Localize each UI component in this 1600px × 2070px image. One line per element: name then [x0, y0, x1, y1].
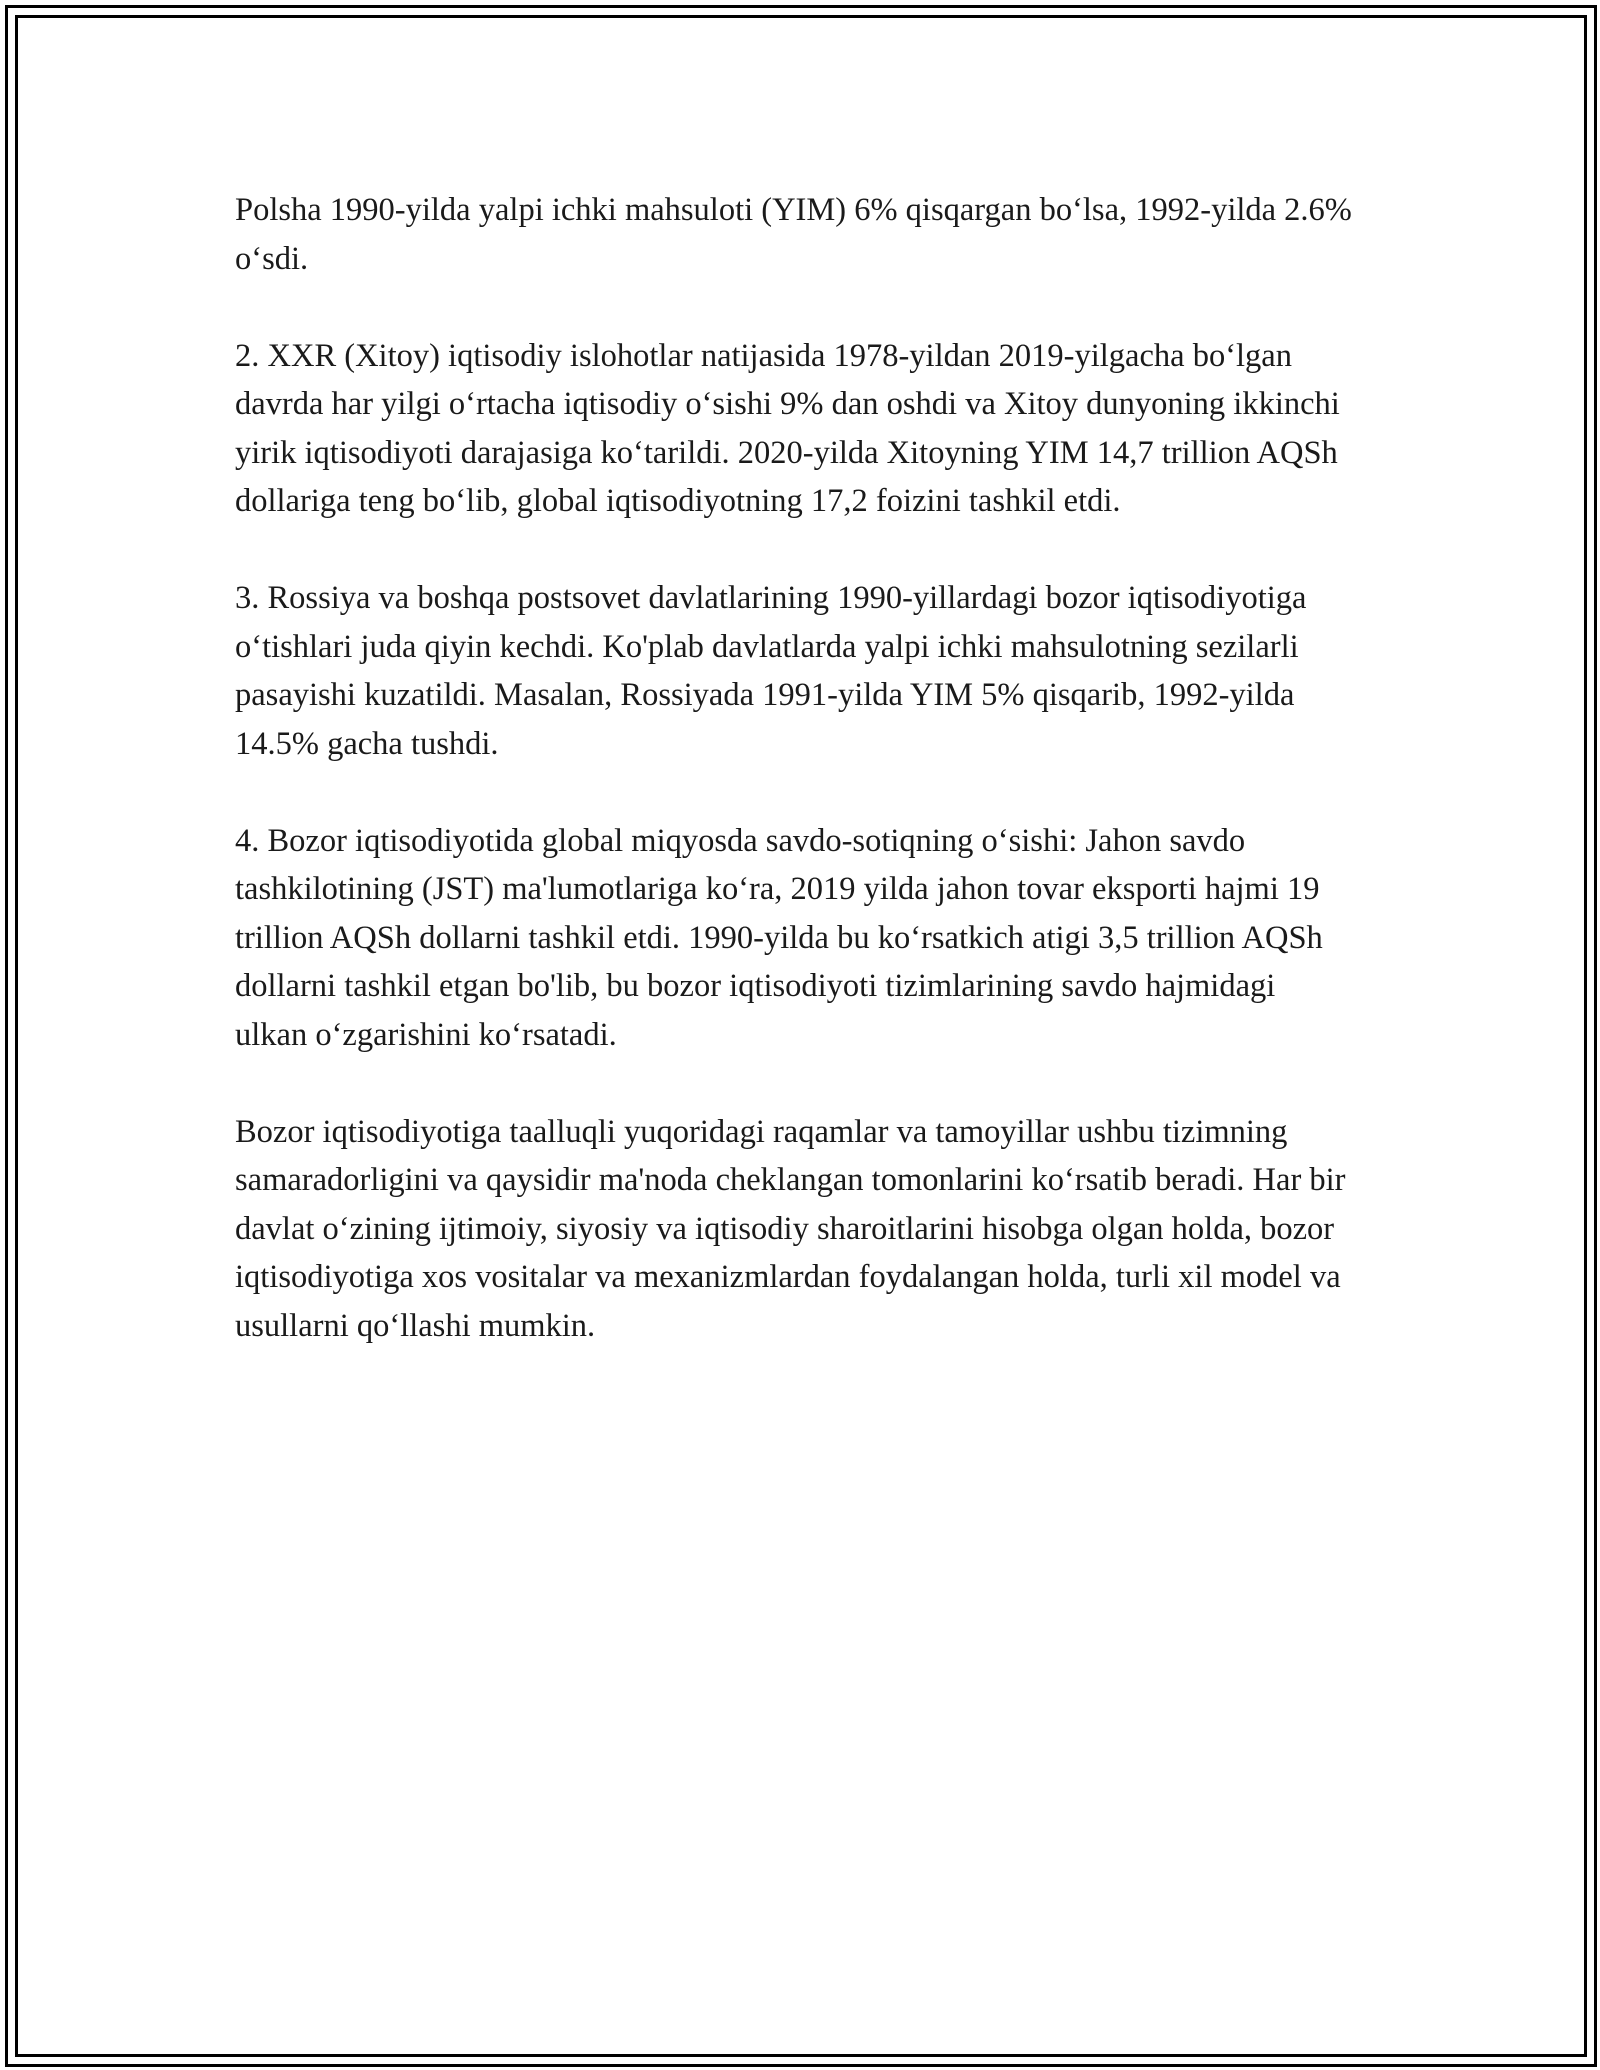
paragraph-russia: 3. Rossiya va boshqa postsovet davlatlarining 1990-yillardagi bozor iqtisodiyotiga o‘tishlari juda qiyin kechdi. Ko'plab davlatlarda yalpi ichki mahsulotning sezilarli pasayishi kuzatildi. Masalan, Rossiyada 1991-yilda YIM 5% qisqarib, 1992-yilda 14.5% gacha tushdi. — [235, 580, 1307, 762]
paragraph-poland: Polsha 1990-yilda yalpi ichki mahsuloti (YIM) 6% qisqargan bo‘lsa, 1992-yilda 2.6% o‘sdi. — [235, 192, 1352, 277]
paragraph-global-trade: 4. Bozor iqtisodiyotida global miqyosda savdo-sotiqning o‘sishi: Jahon savdo tashkilotining (JST) ma'lumotlariga ko‘ra, 2019 yilda jahon tovar eksporti hajmi 19 trillion AQSh dollarni tashkil etdi. 1990-yilda bu ko‘rsatkich atigi 3,5 trillion AQSh dollarni tashkil etgan bo'lib, bu bozor iqtisodiyoti tizimlarining savdo hajmidagi ulkan o‘zgarishini ko‘rsatadi. — [235, 822, 1323, 1053]
paragraph-china: 2. XXR (Xitoy) iqtisodiy islohotlar natijasida 1978-yildan 2019-yilgacha bo‘lgan davrda har yilgi o‘rtacha iqtisodiy o‘sishi 9% dan oshdi va Xitoy dunyoning ikkinchi yirik iqtisodiyoti darajasiga ko‘tarildi. 2020-yilda Xitoyning YIM 14,7 trillion AQSh dollariga teng bo‘lib, global iqtisodiyotning 17,2 foizini tashkil etdi. — [235, 337, 1340, 519]
document-body — [235, 186, 1355, 1399]
paragraph-conclusion: Bozor iqtisodiyotiga taalluqli yuqoridagi raqamlar va tamoyillar ushbu tizimning samaradorligini va qaysidir ma'noda cheklangan tomonlarini ko‘rsatib beradi. Har bir davlat o‘zining ijtimoiy, siyosiy va iqtisodiy sharoitlarini hisobga olgan holda, bozor iqtisodiyotiga xos vositalar va mexanizmlardan foydalangan holda, turli xil model va usullarni qo‘llashi mumkin. — [235, 1113, 1346, 1344]
